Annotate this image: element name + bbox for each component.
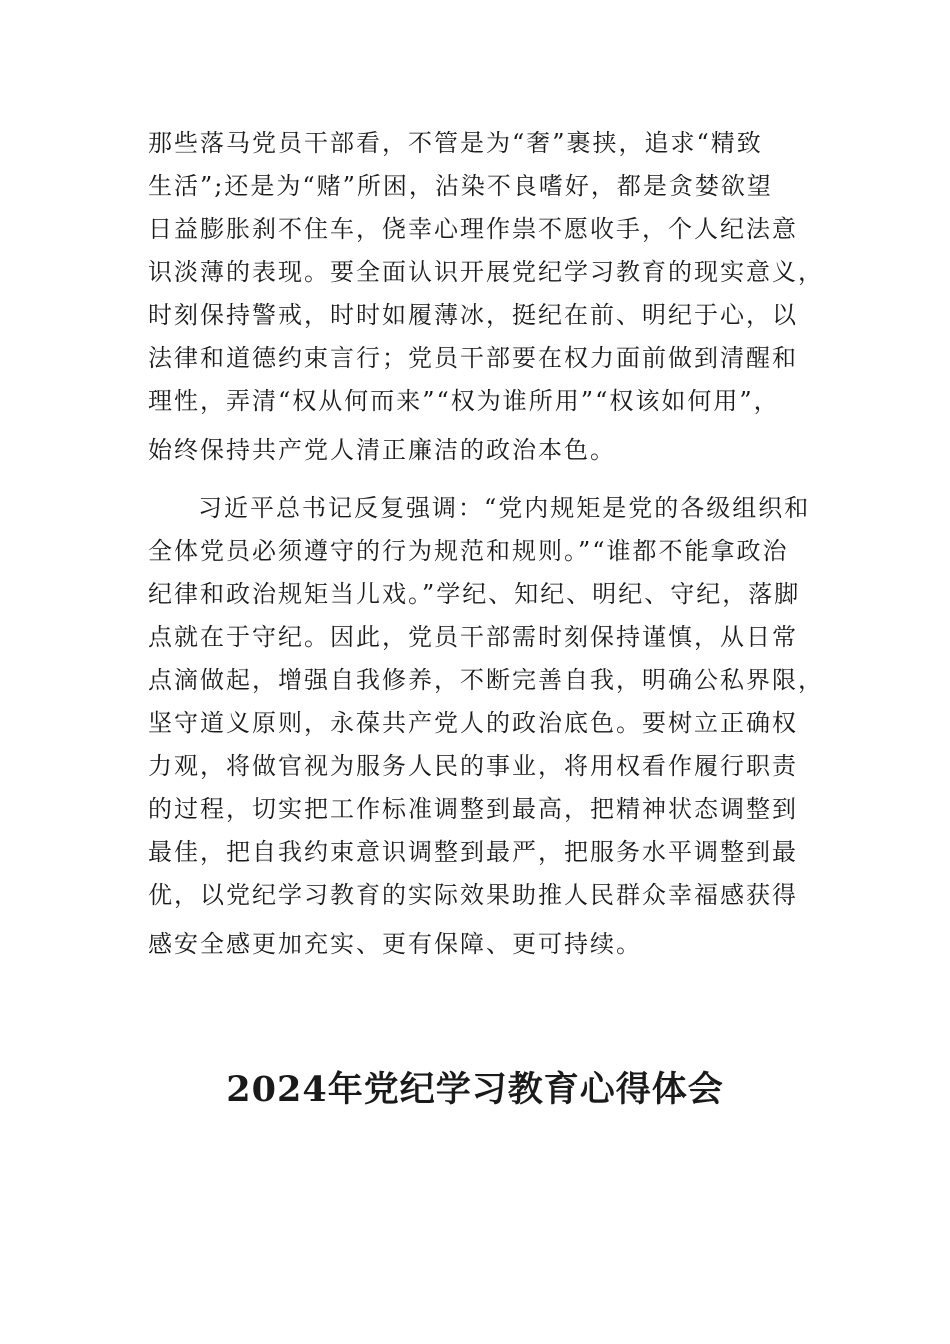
paragraph-2 (148, 487, 838, 966)
paragraph-2-line: 习近平总书记反复强调：“党内规矩是党的各级组织和 (198, 494, 811, 522)
paragraph-1 (148, 122, 838, 472)
paragraph-2-line: 感安全感更加充实、更有保障、更可持续。 (148, 930, 642, 958)
paragraph-2-line: 纪律和政治规矩当儿戏。”学纪、知纪、明纪、守纪，落脚 (148, 580, 801, 608)
paragraph-1-line: 识淡薄的表现。要全面认识开展党纪学习教育的现实意义， (148, 258, 824, 286)
paragraph-1-line: 理性，弄清“权从何而来”“权为谁所用”“权该如何用”， (148, 387, 780, 415)
paragraph-1-line: 始终保持共产党人清正廉洁的政治本色。 (148, 436, 616, 464)
paragraph-1-line: 时刻保持警戒，时时如履薄冰，挺纪在前、明纪于心，以 (148, 301, 798, 329)
paragraph-2-line: 最佳，把自我约束意识调整到最严，把服务水平调整到最 (148, 838, 798, 866)
paragraph-2-line: 全体党员必须遵守的行为规范和规则。”“谁都不能拿政治 (148, 537, 789, 565)
paragraph-1-line: 生活”;还是为“赌”所困，沾染不良嗜好，都是贪婪欲望 (148, 172, 773, 200)
paragraph-2-line: 点就在于守纪。因此，党员干部需时刻保持谨慎，从日常 (148, 623, 798, 651)
paragraph-2-line: 力观，将做官视为服务人民的事业，将用权看作履行职责 (148, 752, 798, 780)
paragraph-2-line: 坚守道义原则，永葆共产党人的政治底色。要树立正确权 (148, 709, 798, 737)
section-title: 2024年党纪学习教育心得体会 (226, 1069, 724, 1110)
paragraph-2-line: 的过程，切实把工作标准调整到最高，把精神状态调整到 (148, 795, 798, 823)
paragraph-1-line: 法律和道德约束言行；党员干部要在权力面前做到清醒和 (148, 344, 798, 372)
paragraph-1-line: 日益膨胀刹不住车，侥幸心理作祟不愿收手，个人纪法意 (148, 215, 798, 243)
paragraph-2-line: 点滴做起，增强自我修养，不断完善自我，明确公私界限， (148, 666, 824, 694)
paragraph-2-line: 优，以党纪学习教育的实际效果助推人民群众幸福感获得 (148, 881, 798, 909)
paragraph-1-line: 那些落马党员干部看，不管是为“奢”裹挟，追求“精致 (148, 129, 763, 157)
